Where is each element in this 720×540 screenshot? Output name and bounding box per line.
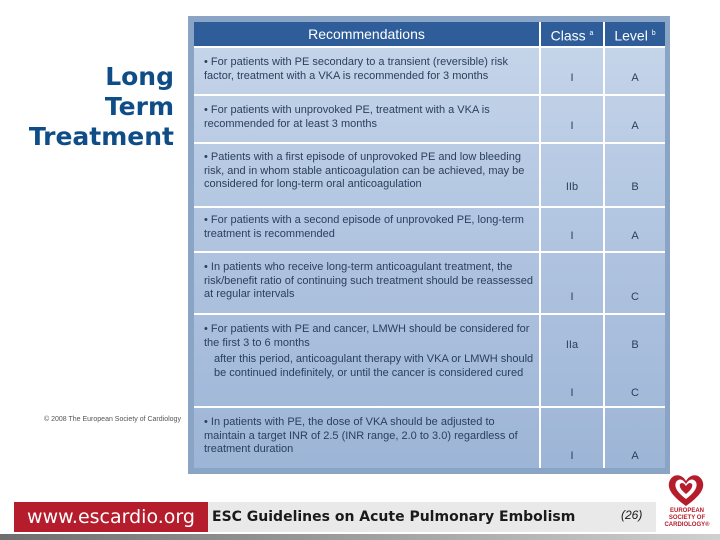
bottom-bar [0, 534, 720, 540]
logo-caption: EUROPEAN SOCIETY OF CARDIOLOGY® [664, 508, 710, 528]
table-row-class: I [570, 387, 574, 399]
table-row-level: B [631, 181, 639, 193]
table-row-class: I [570, 291, 574, 303]
table-row-text: • For patients with PE and cancer, LMWH should be considered for the first 3 to 6 months [204, 323, 530, 349]
column-divider [603, 22, 605, 468]
header-level: Level $^b$ [605, 22, 665, 46]
slide-title-line-2: Term [104, 92, 174, 121]
recommendations-table [194, 22, 665, 468]
table-row-text: • For patients with PE secondary to a transient (reversible) risk factor, treatment with a VKA is recommended for 3 months [204, 56, 509, 82]
table-row-level: C [631, 387, 639, 399]
row-divider [194, 142, 665, 144]
slide-title-line-3: Treatment [28, 122, 174, 151]
table-row-class: I [570, 230, 574, 242]
row-divider [194, 406, 665, 408]
table-row-text: • For patients with a second episode of unprovoked PE, long-term treatment is recommended [204, 214, 524, 240]
table-row-text: • For patients with unprovoked PE, treatment with a VKA is recommended for at least 3 months [204, 104, 490, 130]
table-row-level: A [631, 72, 639, 84]
row-divider [194, 206, 665, 208]
table-row-level: C [631, 291, 639, 303]
table-row-level: B [631, 339, 639, 351]
heart-logo-icon [662, 470, 710, 510]
table-row-level: A [631, 230, 639, 242]
column-divider [539, 22, 541, 468]
table-row-class: IIb [565, 181, 579, 193]
row-divider [194, 313, 665, 315]
escardio-link[interactable]: www.escardio.org [14, 502, 208, 532]
table-row-text: • In patients who receive long-term anticoagulant treatment, the risk/benefit ratio of continuing such treatment should be reassessed at regular intervals [204, 261, 533, 300]
slide-title [14, 62, 174, 152]
table-row-text: • In patients with PE, the dose of VKA should be adjusted to maintain a target INR of 2.5 (INR range, 2.0 to 3.0) regardless of treatment duration [204, 416, 518, 455]
table-row-class: I [570, 120, 574, 132]
row-divider [194, 46, 665, 48]
footer-title: ESC Guidelines on Acute Pulmonary Embolism [212, 509, 576, 525]
header-class: Class $^a$ [541, 22, 603, 46]
table-row-text: after this period, anticoagulant therapy with VKA or LMWH should be continued indefinitely, or until the cancer is considered cured [214, 353, 534, 379]
copyright-notice: © 2008 The European Society of Cardiology [44, 416, 181, 423]
header-recommendations: Recommendations [194, 22, 539, 46]
row-divider [194, 94, 665, 96]
row-divider [194, 251, 665, 253]
table-row-class: I [570, 72, 574, 84]
table-row-class: IIa [565, 339, 579, 351]
footer-reference: (26) [621, 508, 643, 522]
table-row-class: I [570, 450, 574, 462]
table-row-text: • Patients with a first episode of unprovoked PE and low bleeding risk, and in whom stable anticoagulation can be achieved, may be considered for long-term oral anticoagulation [204, 151, 525, 190]
table-row-level: A [631, 120, 639, 132]
slide-title-line-1: Long [105, 62, 174, 91]
table-row-level: A [631, 450, 639, 462]
